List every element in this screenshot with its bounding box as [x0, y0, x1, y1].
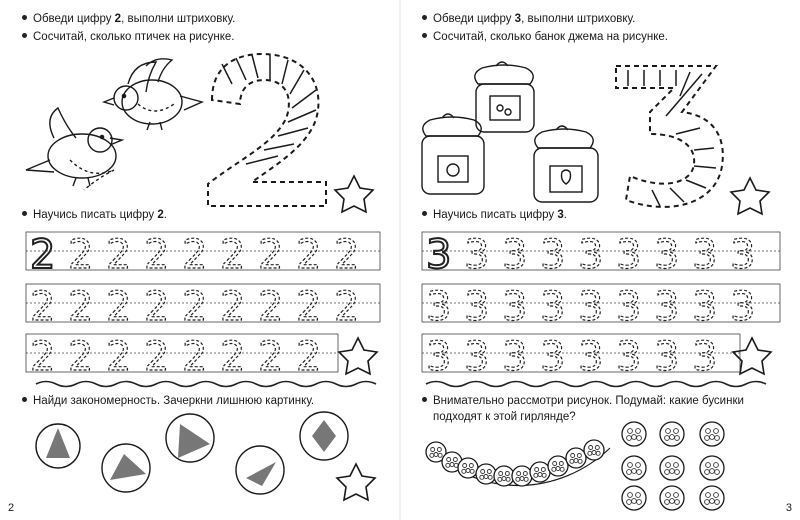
task-text: Найди закономерность. Зачеркни лишнюю картинку. — [33, 395, 315, 407]
garland-beads — [426, 440, 604, 486]
practice-digit: 3 — [426, 284, 452, 330]
practice-digit: 3 — [502, 232, 528, 278]
right-task2 — [422, 208, 567, 223]
practice-digit: 2 — [258, 232, 284, 278]
practice-digit: 2 — [30, 232, 56, 278]
big-digit-3-outline — [616, 66, 723, 207]
practice-digit: 3 — [654, 232, 680, 278]
practice-digit: 3 — [540, 232, 566, 278]
task-text: Внимательно рассмотри рисунок. Подумай: какие бусинки — [433, 395, 744, 407]
practice-digit: 3 — [654, 284, 680, 330]
practice-digit: 2 — [30, 334, 56, 380]
task-text: . — [563, 209, 567, 221]
right-page — [400, 0, 800, 520]
task-text: Сосчитай, сколько птичек на рисунке. — [33, 31, 235, 43]
bead-icon — [584, 440, 604, 460]
star-icon — [335, 176, 373, 212]
triangle-icon — [110, 454, 146, 480]
pattern-shape — [36, 424, 80, 468]
bead-icon — [660, 486, 684, 510]
practice-digit: 2 — [258, 284, 284, 330]
practice-digit: 3 — [426, 232, 452, 278]
triangle-icon — [246, 462, 276, 486]
bead-icon — [700, 422, 724, 446]
bullet-icon — [22, 211, 27, 216]
bullet-icon — [422, 397, 427, 402]
star-icon — [733, 338, 771, 374]
bead-icon — [660, 456, 684, 480]
practice-digit: 2 — [68, 284, 94, 330]
task-text: , выполни штриховку. — [521, 13, 636, 25]
practice-digits — [30, 232, 359, 380]
practice-digit: 3 — [540, 334, 566, 380]
bird-icon — [104, 59, 202, 130]
task-digit: 3 — [514, 13, 522, 25]
triangle-icon — [46, 428, 70, 458]
jam-jar-icon — [475, 62, 534, 132]
practice-digit: 2 — [144, 284, 170, 330]
right-task3-line1 — [422, 394, 744, 409]
bead-icon — [660, 422, 684, 446]
practice-digit: 3 — [616, 284, 642, 330]
practice-digit: 3 — [540, 284, 566, 330]
practice-digit: 2 — [220, 284, 246, 330]
task-text: . — [163, 209, 167, 221]
right-task3-line2: подходят к этой гирлянде? — [433, 411, 576, 423]
big-digit-2-outline — [208, 54, 326, 206]
bullet-icon — [22, 397, 27, 402]
pattern-shape — [236, 446, 284, 494]
task-digit: 2 — [114, 13, 122, 25]
practice-digit: 3 — [616, 232, 642, 278]
practice-digit: 3 — [578, 284, 604, 330]
practice-digit: 3 — [502, 334, 528, 380]
page-number: 2 — [8, 502, 15, 514]
page-number: 3 — [785, 502, 792, 514]
practice-digit: 2 — [220, 232, 246, 278]
bead-icon — [566, 448, 586, 468]
bead-icon — [512, 466, 532, 486]
practice-digit: 3 — [692, 232, 718, 278]
task-digit: 3 — [557, 209, 564, 221]
practice-digit: 2 — [220, 334, 246, 380]
right-page-art — [400, 0, 800, 520]
jam-jar-icon — [534, 126, 598, 202]
task-text: Сосчитай, сколько банок джема на рисунке. — [433, 31, 668, 43]
practice-digit: 2 — [68, 334, 94, 380]
practice-digit: 2 — [68, 232, 94, 278]
practice-digit: 2 — [182, 232, 208, 278]
task-text: Обведи цифру — [433, 13, 515, 25]
bead-icon — [494, 466, 514, 486]
practice-digit: 3 — [692, 334, 718, 380]
practice-digit: 3 — [692, 284, 718, 330]
triangle-icon — [178, 424, 210, 458]
practice-digit: 2 — [106, 334, 132, 380]
practice-digit: 3 — [730, 284, 756, 330]
star-icon — [731, 178, 769, 214]
bead-options — [622, 422, 724, 510]
left-task3 — [22, 394, 314, 409]
practice-digit: 2 — [106, 232, 132, 278]
practice-digit: 3 — [730, 232, 756, 278]
practice-digit: 3 — [654, 334, 680, 380]
practice-digit: 2 — [334, 284, 360, 330]
practice-digit: 3 — [578, 232, 604, 278]
pattern-shape — [102, 444, 150, 492]
practice-digit: 2 — [296, 334, 322, 380]
practice-digit: 2 — [258, 334, 284, 380]
task-text: Научись писать цифру — [33, 209, 158, 221]
jam-jar-icon — [422, 114, 484, 194]
rhombus-icon — [312, 420, 336, 452]
practice-digit: 3 — [464, 232, 490, 278]
wavy-divider — [36, 382, 376, 387]
practice-digit: 2 — [296, 284, 322, 330]
pattern-shape — [300, 412, 348, 460]
bead-icon — [700, 486, 724, 510]
bird-icon — [26, 108, 122, 190]
task-text: Научись писать цифру — [433, 209, 558, 221]
star-icon — [337, 464, 375, 500]
bead-icon — [458, 458, 478, 478]
practice-digit: 3 — [502, 284, 528, 330]
star-icon — [339, 338, 377, 374]
practice-digit: 2 — [144, 232, 170, 278]
practice-digit: 2 — [30, 284, 56, 330]
practice-digit: 3 — [464, 334, 490, 380]
practice-digit: 2 — [106, 284, 132, 330]
pattern-shape — [166, 414, 214, 462]
practice-digits — [426, 232, 755, 380]
bead-icon — [622, 456, 646, 480]
bead-icon — [700, 456, 724, 480]
practice-digit: 2 — [182, 334, 208, 380]
practice-digit: 3 — [616, 334, 642, 380]
task-text: , выполни штриховку. — [121, 13, 236, 25]
bead-icon — [622, 422, 646, 446]
practice-digit: 2 — [296, 232, 322, 278]
bead-icon — [548, 456, 568, 476]
practice-digit: 3 — [578, 334, 604, 380]
practice-digit: 3 — [426, 334, 452, 380]
left-task2 — [22, 208, 167, 223]
task-text: Обведи цифру — [33, 13, 115, 25]
bead-icon — [476, 464, 496, 484]
practice-digit: 2 — [334, 232, 360, 278]
wavy-divider — [426, 382, 766, 387]
practice-digit: 2 — [182, 284, 208, 330]
practice-digit: 3 — [464, 284, 490, 330]
bead-icon — [530, 462, 550, 482]
practice-digit: 2 — [144, 334, 170, 380]
bullet-icon — [422, 211, 427, 216]
bead-icon — [622, 486, 646, 510]
task-digit: 2 — [157, 209, 164, 221]
